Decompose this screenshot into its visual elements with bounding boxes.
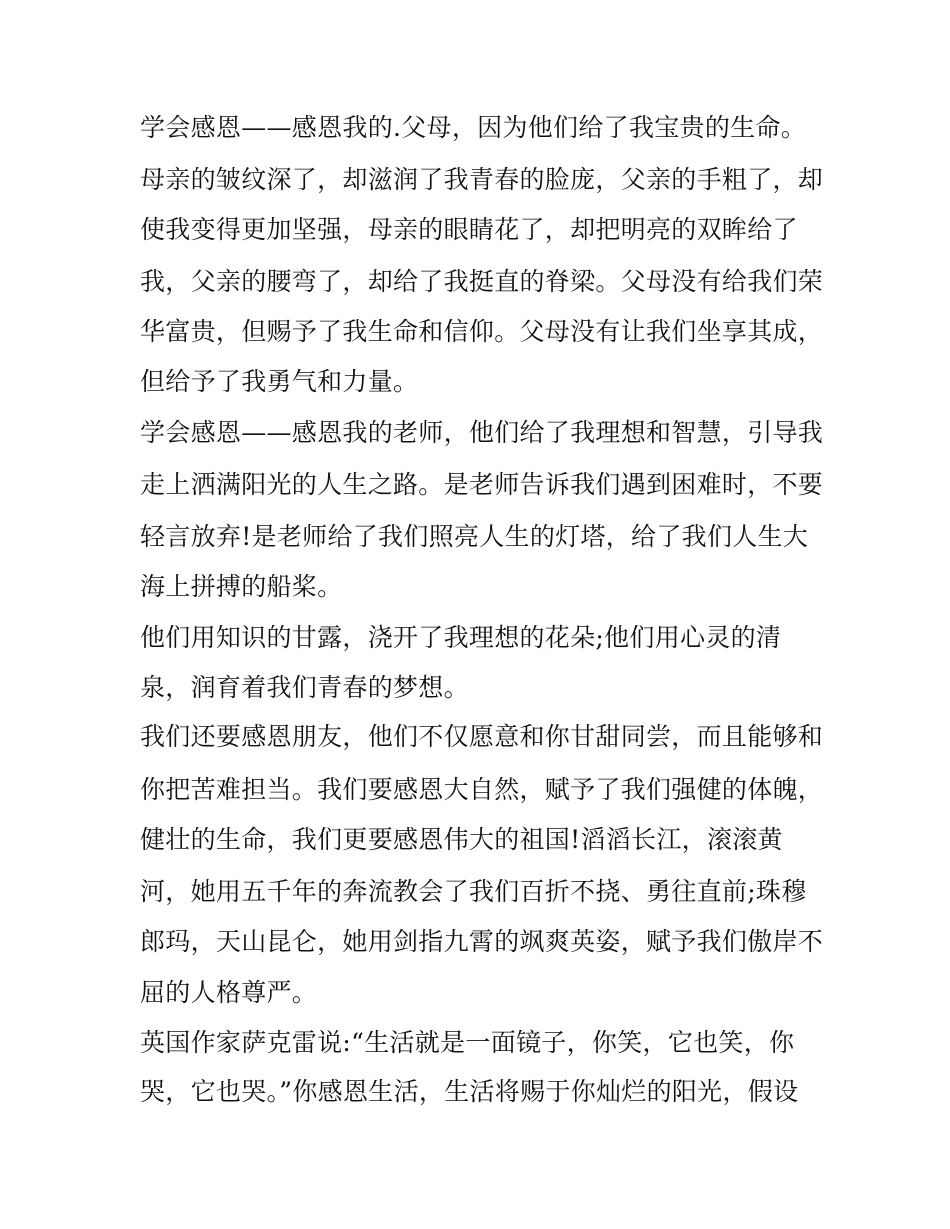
text-line: 走上洒满阳光的人生之路。是老师告诉我们遇到困难时，不要 (140, 470, 824, 499)
text-line: 轻言放弃!是老师给了我们照亮人生的灯塔，给了我们人生大 (140, 522, 809, 551)
text-line: 使我变得更加坚强，母亲的眼睛花了，却把明亮的双眸给了 (140, 215, 798, 244)
text-line: 英国作家萨克雷说:“生活就是一面镜子，你笑，它也笑，你 (140, 1028, 795, 1057)
text-line: 他们用知识的甘露，浇开了我理想的花朵;他们用心灵的清 (140, 623, 782, 652)
text-line: 我们还要感恩朋友，他们不仅愿意和你甘甜同尝，而且能够和 (140, 722, 824, 751)
text-line: 学会感恩——感恩我的老师，他们给了我理想和智慧，引导我 (140, 418, 824, 447)
text-line: 母亲的皱纹深了，却滋润了我青春的脸庞，父亲的手粗了，却 (140, 165, 824, 194)
text-line: 健壮的生命，我们更要感恩伟大的祖国!滔滔长江，滚滚黄 (140, 825, 783, 854)
text-line: 学会感恩——感恩我的.父母，因为他们给了我宝贵的生命。 (140, 113, 807, 142)
text-line: 屈的人格尊严。 (140, 978, 318, 1007)
text-line: 华富贵，但赐予了我生命和信仰。父母没有让我们坐享其成， (140, 317, 824, 346)
text-line: 但给予了我勇气和力量。 (140, 367, 419, 396)
text-line: 郎玛，天山昆仑，她用剑指九霄的飒爽英姿，赋予我们傲岸不 (140, 927, 824, 956)
text-line: 哭，它也哭。”你感恩生活，生活将赐于你灿烂的阳光，假设 (140, 1077, 799, 1106)
text-line: 泉，润育着我们青春的梦想。 (140, 673, 469, 702)
text-line: 你把苦难担当。我们要感恩大自然，赋予了我们强健的体魄， (140, 775, 824, 804)
text-line: 我，父亲的腰弯了，却给了我挺直的脊梁。父母没有给我们荣 (140, 267, 824, 296)
text-line: 河，她用五千年的奔流教会了我们百折不挠、勇往直前;珠穆 (140, 877, 807, 906)
text-line: 海上拼搏的船桨。 (140, 572, 343, 601)
